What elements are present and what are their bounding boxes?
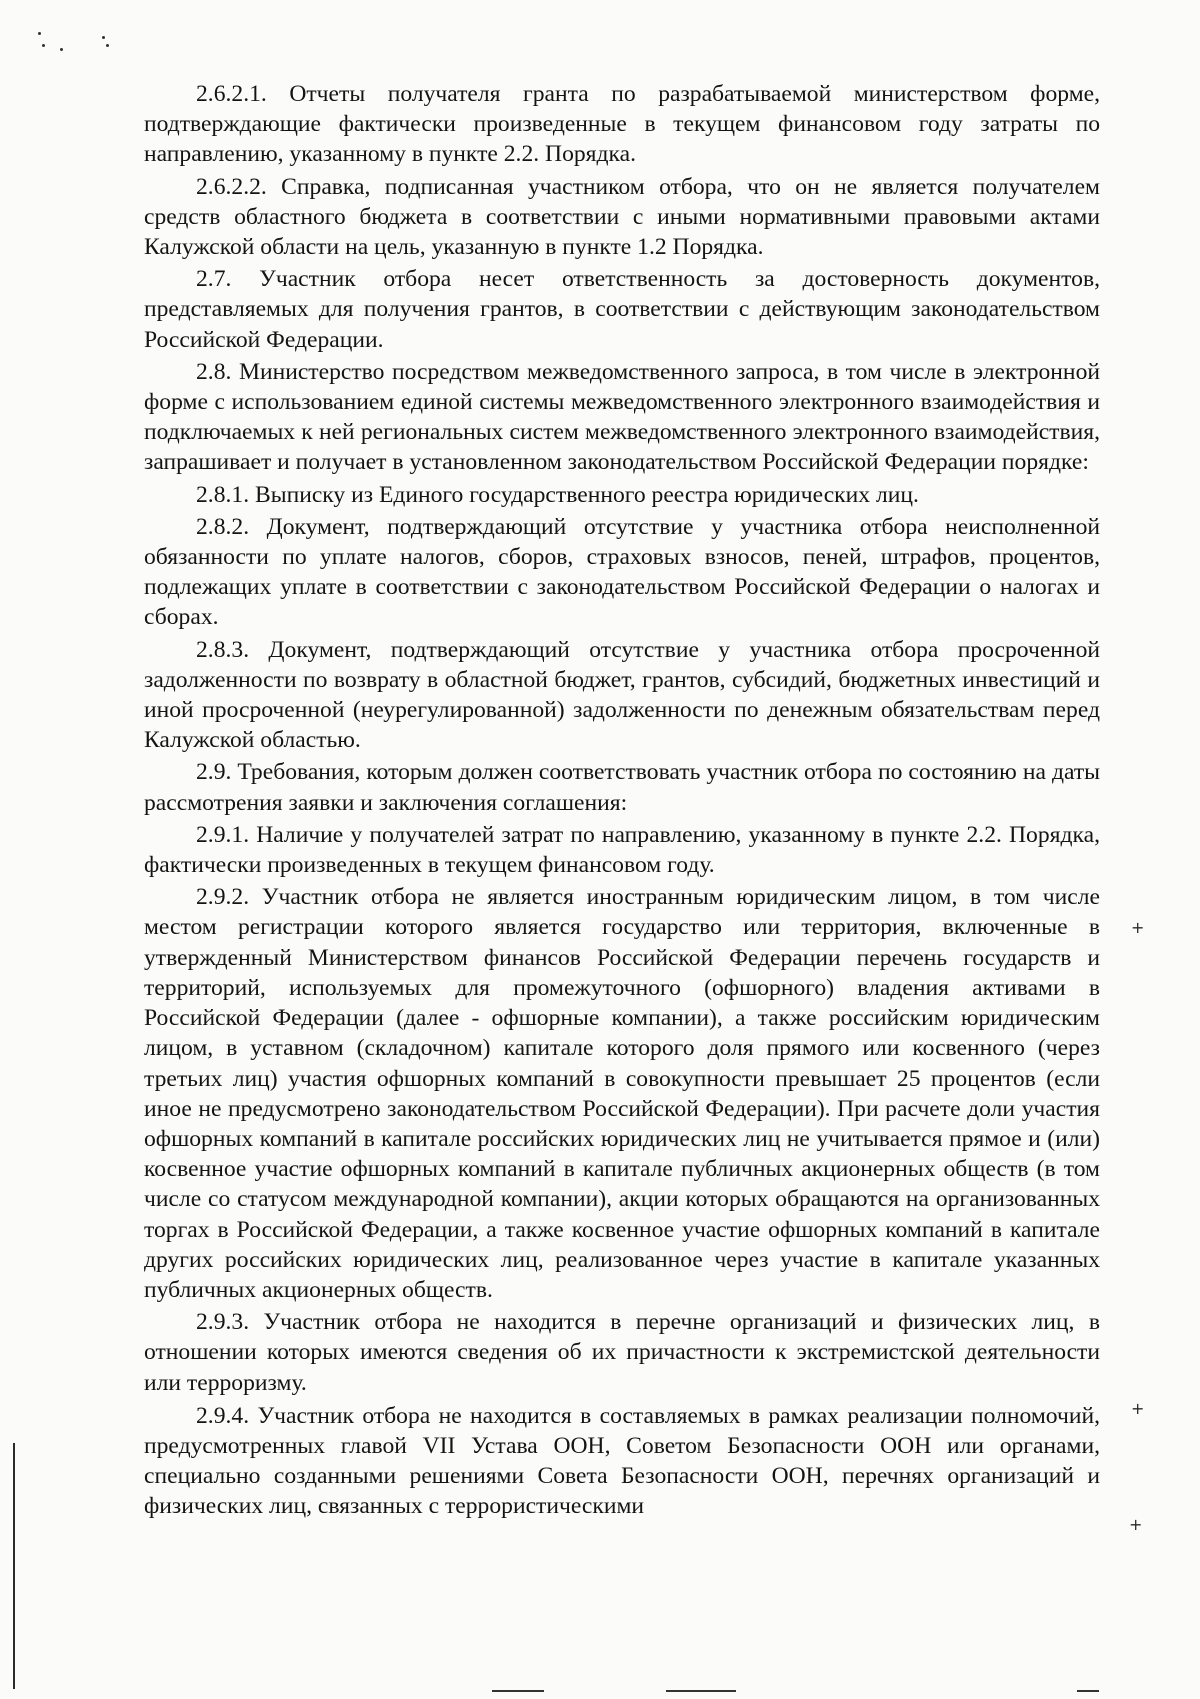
paragraph-2-9-3: 2.9.3. Участник отбора не находится в перечне организаций и физических лиц, в отношении которых имеются сведения об их причастности к экстремистской деятельности или терроризму. bbox=[144, 1309, 1100, 1396]
paragraph-2-9: 2.9. Требования, которым должен соответствовать участник отбора по состоянию на даты рассмотрения заявки и заключения соглашения: bbox=[144, 759, 1100, 816]
paragraph-2-7: 2.7. Участник отбора несет ответственность за достоверность документов, представляемых для получения грантов, в соответствии с действующим законодательством Российской Федерации. bbox=[144, 266, 1100, 353]
scan-bottom-dash-1 bbox=[492, 1690, 544, 1692]
document-body bbox=[144, 79, 1100, 1524]
margin-mark-1: + bbox=[1131, 918, 1145, 937]
paragraph-2-6-2-1: 2.6.2.1. Отчеты получателя гранта по разрабатываемой министерством форме, подтверждающие фактически произведенные в текущем финансовом году затраты по направлению, указанному в пункте 2.2. Порядка. bbox=[144, 81, 1100, 168]
margin-mark-2: + bbox=[1131, 1399, 1145, 1418]
paragraph-2-9-4: 2.9.4. Участник отбора не находится в составляемых в рамках реализации полномочий, предусмотренных главой VII Устава ООН, Советом Безопасности ООН или органами, специально созданными решениями Совета Безопасности ООН, перечнях организаций и физических лиц, связанных с террористическими bbox=[144, 1402, 1100, 1520]
paragraph-2-6-2-2: 2.6.2.2. Справка, подписанная участником отбора, что он не является получателем средств областного бюджета в соответствии с иными нормативными правовыми актами Калужской области на цель, указанную в пункте 1.2 Порядка. bbox=[144, 173, 1100, 261]
scan-bottom-dash-2 bbox=[666, 1690, 736, 1692]
paragraph-2-8-1: 2.8.1. Выписку из Единого государственного реестра юридических лиц. bbox=[196, 481, 919, 508]
paragraph-2-8: 2.8. Министерство посредством межведомственного запроса, в том числе в электронной форме с использованием единой системы межведомственного электронного взаимодействия и подключаемых к ней региональных систем межведомственного электронного взаимодействия, запрашивает и получает в установленном законодательством Российской Федерации порядке: bbox=[144, 358, 1100, 476]
paragraph-2-8-2: 2.8.2. Документ, подтверждающий отсутствие у участника отбора неисполненной обязанности по уплате налогов, сборов, страховых взносов, пеней, штрафов, процентов, подлежащих уплате в соответствии с законодательством Российской Федерации о налогах и сборах. bbox=[144, 513, 1100, 631]
paragraph-2-8-3: 2.8.3. Документ, подтверждающий отсутствие у участника отбора просроченной задолженности по возврату в областной бюджет, грантов, субсидий, бюджетных инвестиций и иной просроченной (неурегулированной) задолженности по денежным обязательствам перед Калужской областью. bbox=[144, 636, 1100, 754]
paragraph-2-9-2: 2.9.2. Участник отбора не является иностранным юридическим лицом, в том числе местом регистрации которого является государство или территория, включенные в утвержденный Министерством финансов Российской Федерации перечень государств и территорий, используемых для промежуточного (офшорного) владения активами в Российской Федерации (далее - офшорные компании), а также российским юридическим лицом, в уставном (складочном) капитале которого доля прямого или косвенного (через третьих лиц) участия офшорных компаний в совокупности превышает 25 процентов (если иное не предусмотрено законодательством Российской Федерации). При расчете доли участия офшорных компаний в капитале российских юридических лиц не учитывается прямое и (или) косвенное участие офшорных компаний в капитале публичных акционерных обществ (в том числе со статусом международной компании), акции которых обращаются на организованных торгах в Российской Федерации, а также косвенное участие офшорных компаний в капитале других российских юридических лиц, реализованное через участие в капитале указанных публичных акционерных обществ. bbox=[144, 884, 1100, 1303]
scan-edge-line bbox=[13, 1443, 15, 1689]
paragraph-2-9-1: 2.9.1. Наличие у получателей затрат по направлению, указанному в пункте 2.2. Порядка, фактически произведенных в текущем финансовом году. bbox=[144, 821, 1100, 879]
margin-mark-3: + bbox=[1129, 1515, 1143, 1534]
scan-bottom-dash-3 bbox=[1077, 1690, 1099, 1692]
scan-specks bbox=[38, 30, 128, 70]
